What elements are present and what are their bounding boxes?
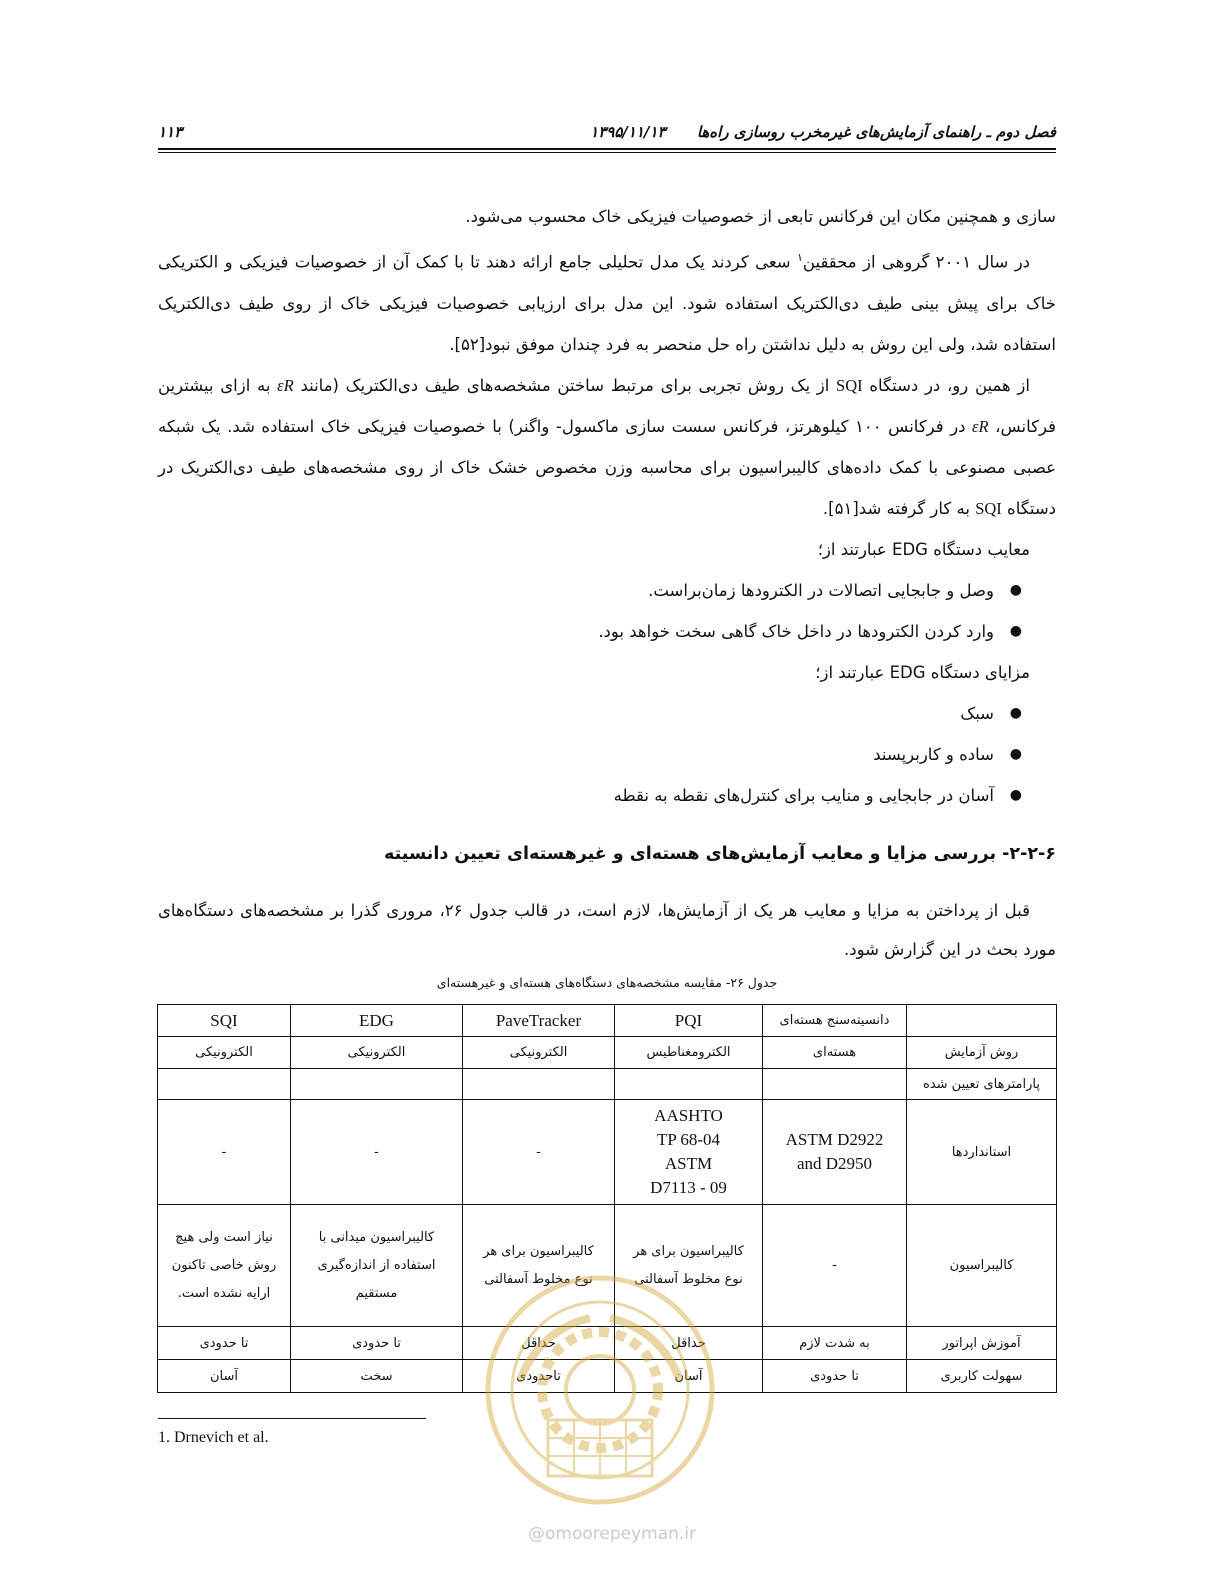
header-cell: PaveTracker: [463, 1005, 615, 1037]
header-rule-thin: [158, 152, 1056, 153]
advantages-list: [158, 693, 1056, 816]
list-item-text: وارد کردن الکترودها در داخل خاک گاهی سخت خواهد بود.: [598, 621, 994, 641]
row-label: آموزش اپراتور: [907, 1327, 1057, 1360]
header-cell: [907, 1005, 1057, 1037]
table-cell: [463, 1069, 615, 1100]
row-label: پارامترهای تعیین شده: [907, 1069, 1057, 1100]
table-cell: -: [763, 1205, 907, 1327]
bullet-icon: ●: [1009, 786, 1022, 803]
page-header: [158, 118, 1056, 146]
table-cell: حداقل: [615, 1327, 763, 1360]
header-cell: SQI: [158, 1005, 291, 1037]
p3-epsilon-1: εR: [277, 375, 294, 395]
table-cell: [763, 1069, 907, 1100]
table-cell: الکترونیکی: [291, 1037, 463, 1069]
paragraph-1: سازی و همچنین مکان این فرکانس تابعی از خصوصیات فیزیکی خاک محسوب می‌شود.: [465, 207, 1056, 226]
p3-sqi: SQI: [836, 375, 863, 395]
p3-part-d: در فرکانس ۱۰۰ کیلوهرتز، فرکانس سست سازی ماکسول- واگنر) با خصوصیات فیزیکی خاک استفاده شد. یک شبکه عصبی مصنوعی با کمک داده‌های کالیبراسیون برای محاسبه وزن مخصوص خشک خاک از روی مشخصه‌های طیف دی‌الکتریک در دستگاه: [158, 416, 1056, 518]
bullet-icon: ●: [1009, 622, 1022, 639]
row-label: استانداردها: [907, 1100, 1057, 1205]
table-cell: ASTM D2922 and D2950: [763, 1100, 907, 1205]
list-item: [158, 611, 1056, 652]
comparison-table: [157, 1004, 1057, 1393]
page-number: ۱۱۳: [158, 123, 183, 141]
p3-sqi-2: SQI: [975, 498, 1002, 518]
p3-epsilon-2: εR: [972, 416, 989, 436]
table-caption: جدول ۲۶- مقایسه مشخصه‌های دستگاه‌های هسته‌ای و غیرهسته‌ای: [436, 975, 778, 990]
list-item-text: سبک: [960, 703, 994, 723]
table-cell: AASHTO TP 68-04 ASTM D7113 - 09: [615, 1100, 763, 1205]
section-paragraph: قبل از پرداختن به مزایا و معایب هر یک از آزمایش‌ها، لازم است، در قالب جدول ۲۶، مروری گذرا بر مشخصه‌های دستگاه‌های مورد بحث در این گزارش شود.: [158, 901, 1056, 959]
list-item: [158, 734, 1056, 775]
header-rule: [158, 148, 1056, 150]
table-row: [158, 1327, 1057, 1360]
table-row: [158, 1069, 1057, 1100]
header-cell: دانسیته‌سنج هسته‌ای: [763, 1005, 907, 1037]
table-cell: تاحدودی: [463, 1360, 615, 1393]
table-cell: کالیبراسیون برای هر نوع مخلوط آسفالتی: [615, 1205, 763, 1327]
p3-part-b: از یک روش تجربی برای مرتبط ساختن مشخصه‌های طیف دی‌الکتریک (مانند: [293, 375, 837, 395]
header-date: ۱۳۹۵/۱۱/۱۳: [590, 123, 666, 141]
table-cell: آسان: [158, 1360, 291, 1393]
table-header-row: [158, 1005, 1057, 1037]
list-item: [158, 693, 1056, 734]
bullet-icon: ●: [1009, 704, 1022, 721]
disadvantages-list: [158, 570, 1056, 652]
table-cell: [291, 1069, 463, 1100]
paragraph-3: [158, 365, 1056, 529]
section-heading: ۲-۲-۶- بررسی مزایا و معایب آزمایش‌های هسته‌ای و غیرهسته‌ای تعیین دانسیته: [384, 844, 1056, 864]
table-cell: به شدت لازم: [763, 1327, 907, 1360]
row-label: سهولت کاربری: [907, 1360, 1057, 1393]
footnote: 1. Drnevich et al.: [158, 1429, 269, 1446]
disadvantages-intro: معایب دستگاه EDG عبارتند از؛: [817, 539, 1030, 559]
paragraph-2-start: در سال ۲۰۰۱ گروهی از محققین: [802, 252, 1031, 272]
list-item-text: ساده و کاربرپسند: [873, 744, 994, 764]
table-cell: حداقل: [463, 1327, 615, 1360]
p3-part-e: به کار گرفته شد[۵۱].: [822, 498, 976, 518]
table-cell: تا حدودی: [291, 1327, 463, 1360]
table-cell: [615, 1069, 763, 1100]
table-cell: هسته‌ای: [763, 1037, 907, 1069]
row-label: روش آزمایش: [907, 1037, 1057, 1069]
table-cell: الکترونیکی: [463, 1037, 615, 1069]
p3-part-c: به ازای بیشترین فرکانس،: [158, 375, 1056, 436]
header-cell: PQI: [615, 1005, 763, 1037]
table-row: [158, 1037, 1057, 1069]
table-row: [158, 1205, 1057, 1327]
table-row: [158, 1360, 1057, 1393]
table-cell: [158, 1069, 291, 1100]
paragraph-2-rest: سعی کردند یک مدل تحلیلی جامع ارائه دهند تا با کمک آن از خصوصیات فیزیکی و الکتریکی خاک برای پیش بینی طیف دی‌الکتریک استفاده شود. این مدل برای ارزیابی خصوصیات فیزیکی خاک از روی طیف دی‌الکتریک استفاده شد، ولی این روش به دلیل نداشتن راه حل منحصر به فرد چندان موفق نبود[۵۲].: [158, 252, 1056, 354]
table-cell: الکترومغناطیس: [615, 1037, 763, 1069]
paragraph-2: [158, 237, 1056, 365]
table-row: [158, 1100, 1057, 1205]
bullet-icon: ●: [1009, 581, 1022, 598]
table-cell: -: [291, 1100, 463, 1205]
running-head: [564, 123, 1056, 141]
body-text: [158, 196, 1056, 816]
watermark-url: @omoorepeyman.ir: [527, 1524, 697, 1544]
chapter-title: فصل دوم ـ راهنمای آزمایش‌های غیرمخرب روسازی راه‌ها: [696, 123, 1056, 141]
table-cell: آسان: [615, 1360, 763, 1393]
table-cell: تا حدودی: [763, 1360, 907, 1393]
table-cell: تا حدودی: [158, 1327, 291, 1360]
table-cell: -: [158, 1100, 291, 1205]
table-cell: کالیبراسیون میدانی با استفاده از اندازه‌گیری مستقیم: [291, 1205, 463, 1327]
list-item-text: وصل و جابجایی اتصالات در الکترودها زمان‌براست.: [648, 580, 994, 600]
table-cell: الکترونیکی: [158, 1037, 291, 1069]
advantages-intro: مزایای دستگاه EDG عبارتند از؛: [815, 662, 1030, 682]
footnote-ref: ۱: [797, 251, 803, 264]
table-cell: -: [463, 1100, 615, 1205]
list-item-text: آسان در جابجایی و منایب برای کنترل‌های نقطه به نقطه: [613, 785, 994, 805]
bullet-icon: ●: [1009, 745, 1022, 762]
table-cell: سخت: [291, 1360, 463, 1393]
row-label: کالیبراسیون: [907, 1205, 1057, 1327]
table-cell: نیاز است ولی هیچ روش خاصی تاکنون ارایه نشده است.: [158, 1205, 291, 1327]
header-cell: EDG: [291, 1005, 463, 1037]
p3-part-a: از همین رو، در دستگاه: [862, 375, 1030, 395]
list-item: [158, 570, 1056, 611]
list-item: [158, 775, 1056, 816]
table-cell: کالیبراسیون برای هر نوع مخلوط آسفالتی: [463, 1205, 615, 1327]
footnote-rule: [158, 1418, 426, 1419]
